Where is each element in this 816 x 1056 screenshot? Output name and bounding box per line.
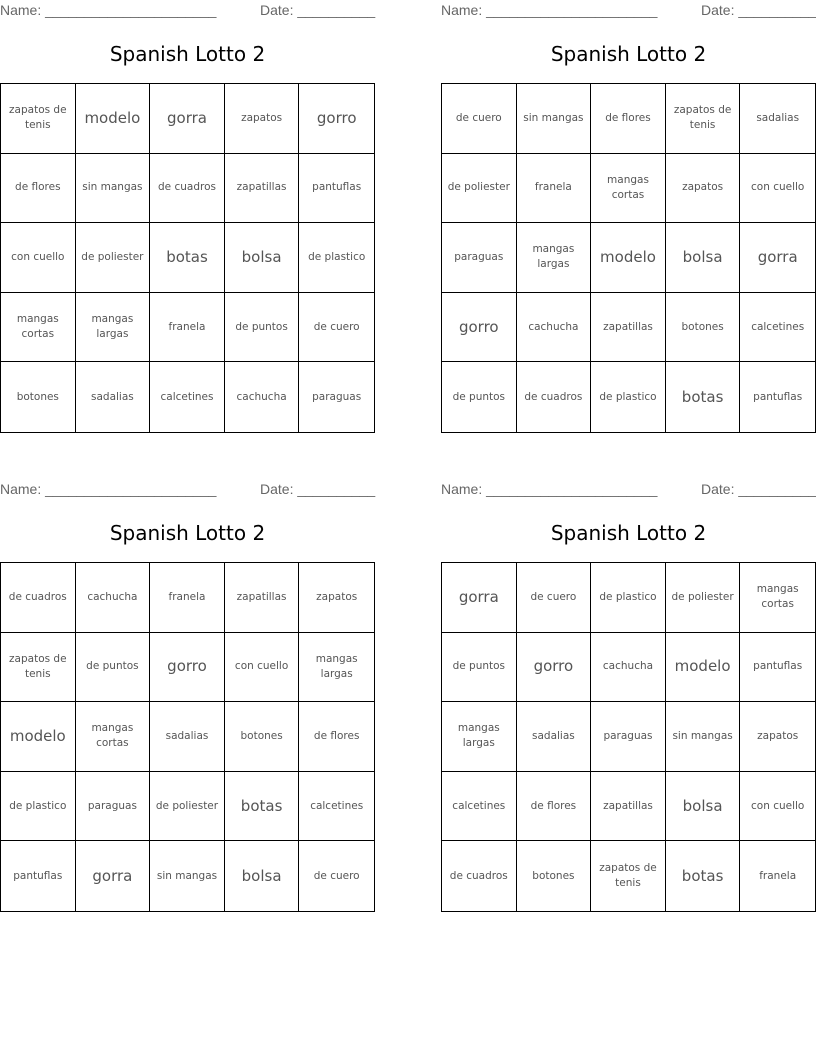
grid-cell: de flores	[591, 84, 666, 154]
grid-cell: de cuadros	[442, 841, 517, 911]
grid-cell: de plastico	[299, 223, 374, 293]
lotto-grid	[0, 562, 375, 912]
grid-cell: gorro	[299, 84, 374, 154]
grid-cell: botas	[150, 223, 225, 293]
grid-cell: paraguas	[76, 772, 151, 842]
grid-cell: de poliester	[150, 772, 225, 842]
grid-cell: mangas cortas	[591, 154, 666, 224]
grid-cell: zapatos de tenis	[591, 841, 666, 911]
card-title: Spanish Lotto 2	[550, 521, 707, 545]
grid-cell: de poliester	[76, 223, 151, 293]
grid-cell: mangas cortas	[76, 702, 151, 772]
grid-cell: de cuero	[442, 84, 517, 154]
grid-cell: de cuadros	[1, 563, 76, 633]
grid-cell: mangas cortas	[740, 563, 815, 633]
lotto-card	[441, 479, 816, 911]
grid-cell: paraguas	[312, 390, 362, 403]
grid-cell: botones	[517, 841, 592, 911]
grid-cell: zapatillas	[591, 772, 666, 842]
grid-cell: zapatillas	[225, 563, 300, 633]
name-field-label: Name: ______________________	[0, 481, 217, 497]
grid-cell: zapatos de tenis	[1, 633, 76, 703]
grid-cell: sadalias	[150, 702, 225, 772]
grid-cell: modelo	[591, 223, 666, 293]
card-title: Spanish Lotto 2	[109, 521, 266, 545]
grid-cell: mangas largas	[517, 223, 592, 293]
grid-cell: de cuero	[313, 869, 360, 882]
grid-cell: cachucha	[76, 563, 151, 633]
grid-cell: de flores	[1, 154, 76, 224]
grid-cell: sadalias	[740, 84, 815, 154]
name-field-label: Name: ______________________	[441, 481, 658, 497]
grid-cell: de plastico	[1, 772, 76, 842]
grid-cell: con cuello	[740, 154, 815, 224]
grid-cell: zapatos	[225, 84, 300, 154]
grid-cell: de plastico	[591, 362, 666, 432]
grid-cell: modelo	[1, 702, 76, 772]
grid-cell: de cuadros	[150, 154, 225, 224]
grid-cell: bolsa	[225, 841, 300, 911]
grid-cell: de flores	[517, 772, 592, 842]
grid-cell: pantuflas	[740, 633, 815, 703]
grid-cell: pantuflas	[753, 390, 803, 403]
card-header	[0, 2, 375, 20]
grid-cell: bolsa	[666, 223, 741, 293]
grid-cell: mangas largas	[442, 702, 517, 772]
grid-cell: de plastico	[591, 563, 666, 633]
grid-cell: botas	[225, 772, 300, 842]
grid-cell: gorro	[517, 633, 592, 703]
grid-cell: gorro	[442, 293, 517, 363]
lotto-card	[441, 0, 816, 432]
card-header	[441, 481, 816, 499]
grid-cell: sadalias	[76, 362, 151, 432]
grid-cell: sin mangas	[150, 841, 225, 911]
grid-cell: sadalias	[517, 702, 592, 772]
card-title: Spanish Lotto 2	[109, 42, 266, 66]
grid-cell: de puntos	[442, 362, 517, 432]
grid-cell: de flores	[299, 702, 374, 772]
grid-cell: gorra	[150, 84, 225, 154]
grid-cell: botones	[666, 293, 741, 363]
grid-cell: de cuero	[517, 563, 592, 633]
date-field-label: Date: __________	[701, 2, 816, 18]
grid-cell: sin mangas	[517, 84, 592, 154]
grid-cell: de cuadros	[517, 362, 592, 432]
lotto-grid	[441, 562, 816, 912]
grid-cell: zapatos de tenis	[1, 84, 76, 154]
grid-cell: paraguas	[442, 223, 517, 293]
lotto-card	[0, 479, 375, 911]
grid-cell: gorro	[150, 633, 225, 703]
grid-cell: calcetines	[442, 772, 517, 842]
grid-cell: de puntos	[442, 633, 517, 703]
grid-cell: sin mangas	[76, 154, 151, 224]
date-field-label: Date: __________	[701, 481, 816, 497]
grid-cell: botones	[1, 362, 76, 432]
grid-cell: con cuello	[225, 633, 300, 703]
grid-cell: zapatillas	[225, 154, 300, 224]
grid-cell: gorra	[740, 223, 815, 293]
lotto-grid	[0, 83, 375, 433]
grid-cell: mangas largas	[299, 633, 374, 703]
grid-cell: calcetines	[740, 293, 815, 363]
grid-cell: franela	[517, 154, 592, 224]
grid-cell: botas	[666, 841, 741, 911]
grid-cell: con cuello	[1, 223, 76, 293]
grid-cell: cachucha	[591, 633, 666, 703]
date-field-label: Date: __________	[260, 2, 376, 18]
grid-cell: zapatos	[740, 702, 815, 772]
grid-cell: franela	[150, 563, 225, 633]
name-field-label: Name: ______________________	[0, 2, 217, 18]
grid-cell: cachucha	[225, 362, 300, 432]
grid-cell: de cuero	[299, 293, 374, 363]
grid-cell: pantuflas	[299, 154, 374, 224]
grid-cell: modelo	[666, 633, 741, 703]
grid-cell: bolsa	[225, 223, 300, 293]
grid-cell: mangas largas	[76, 293, 151, 363]
grid-cell: mangas cortas	[1, 293, 76, 363]
name-field-label: Name: ______________________	[441, 2, 658, 18]
grid-cell: gorra	[442, 563, 517, 633]
grid-cell: zapatos	[299, 563, 374, 633]
grid-cell: botones	[225, 702, 300, 772]
grid-cell: modelo	[76, 84, 151, 154]
lotto-grid	[441, 83, 816, 433]
grid-cell: calcetines	[299, 772, 374, 842]
grid-cell: franela	[150, 293, 225, 363]
grid-cell: zapatos de tenis	[666, 84, 741, 154]
grid-cell: franela	[759, 869, 797, 882]
grid-cell: zapatillas	[591, 293, 666, 363]
grid-cell: de poliester	[666, 563, 741, 633]
grid-cell: calcetines	[150, 362, 225, 432]
grid-cell: sin mangas	[666, 702, 741, 772]
grid-cell: pantuflas	[1, 841, 76, 911]
card-header	[441, 2, 816, 20]
grid-cell: bolsa	[666, 772, 741, 842]
grid-cell: paraguas	[591, 702, 666, 772]
grid-cell: de puntos	[76, 633, 151, 703]
grid-cell: cachucha	[517, 293, 592, 363]
card-header	[0, 481, 375, 499]
grid-cell: botas	[666, 362, 741, 432]
grid-cell: zapatos	[666, 154, 741, 224]
grid-cell: con cuello	[740, 772, 815, 842]
grid-cell: de poliester	[442, 154, 517, 224]
card-title: Spanish Lotto 2	[550, 42, 707, 66]
date-field-label: Date: __________	[260, 481, 376, 497]
grid-cell: gorra	[76, 841, 151, 911]
lotto-card	[0, 0, 375, 432]
grid-cell: de puntos	[225, 293, 300, 363]
